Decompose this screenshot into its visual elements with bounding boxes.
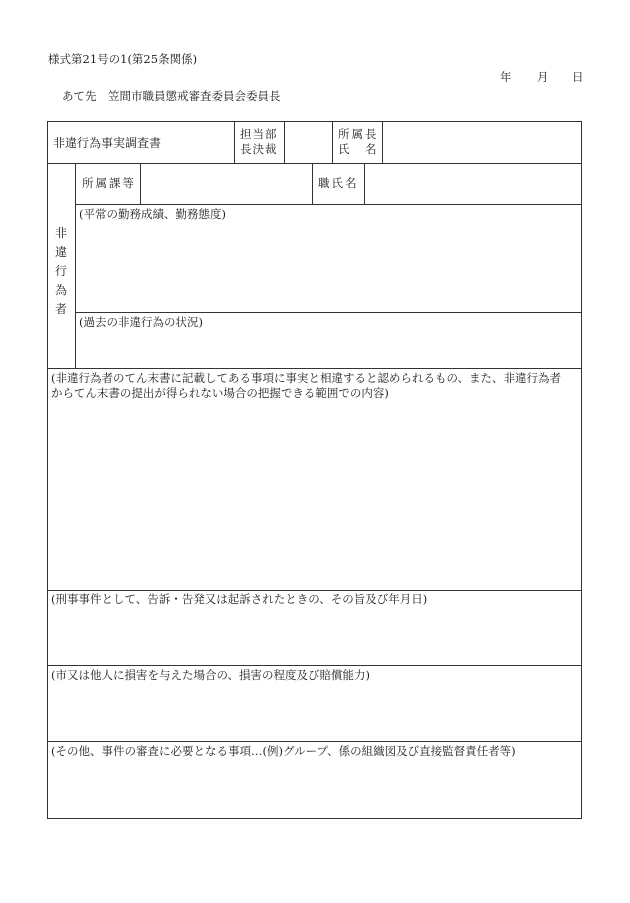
date-day-label: 日: [572, 70, 584, 84]
discrepancy-label-line1: (非違行為者のてん末書に記載してある事項に事実と相違すると認められるもの、また、非違行為者: [51, 371, 562, 385]
offender-label-char-4: 為: [54, 283, 67, 297]
discrepancy-field[interactable]: [48, 404, 580, 589]
damages-field[interactable]: [48, 686, 580, 740]
discrepancy-label-line2: からてん末書の提出が得られない場合の把握できる範囲での内容): [51, 386, 389, 400]
normal-performance-label: (平常の勤務成績、勤務態度): [79, 207, 226, 221]
form-number: 様式第21号の1(第25条関係): [48, 52, 198, 66]
date-month-label: 月: [537, 70, 549, 84]
document-title: 非違行為事実調査書: [53, 136, 162, 150]
other-matters-field[interactable]: [48, 762, 580, 817]
affiliation-head-label: [338, 127, 379, 157]
offender-label-char-3: 行: [54, 264, 67, 278]
position-name-label: 職氏名: [318, 176, 359, 190]
position-name-field[interactable]: [365, 164, 580, 203]
offender-vertical-label: [54, 224, 68, 319]
affiliation-head-label-line1: 所属長: [338, 127, 379, 141]
criminal-case-label: (刑事事件として、告訴・告発又は起訴されたときの、その旨及び年月日): [51, 592, 428, 606]
other-matters-label: (その他、事件の審査に必要となる事項…(例)グループ、係の組織図及び直接監督責任者等): [51, 744, 516, 758]
dept-head-approval-label-line1: 担当部: [240, 127, 278, 141]
damages-label: (市又は他人に損害を与えた場合の、損害の程度及び賠償能力): [51, 668, 371, 682]
offender-label-char-1: 非: [54, 226, 67, 240]
criminal-case-field[interactable]: [48, 610, 580, 664]
dept-head-approval-label: [240, 127, 278, 157]
offender-label-char-2: 違: [54, 245, 67, 259]
department-label: 所属課等: [82, 176, 136, 190]
addressee: あて先 笠間市職員懲戒審査委員会委員長: [62, 89, 281, 103]
discrepancy-label: [51, 371, 561, 401]
affiliation-head-name-field[interactable]: [383, 122, 580, 162]
offender-label-char-5: 者: [54, 302, 67, 316]
department-field[interactable]: [141, 164, 311, 203]
dept-head-approval-label-line2: 長決裁: [240, 142, 278, 156]
normal-performance-field[interactable]: [76, 224, 580, 311]
date-year-label: 年: [500, 70, 512, 84]
past-misconduct-field[interactable]: [76, 332, 580, 367]
affiliation-head-label-line2: 氏 名: [338, 142, 379, 156]
past-misconduct-label: (過去の非違行為の状況): [79, 315, 203, 329]
dept-head-approval-field[interactable]: [285, 122, 331, 162]
